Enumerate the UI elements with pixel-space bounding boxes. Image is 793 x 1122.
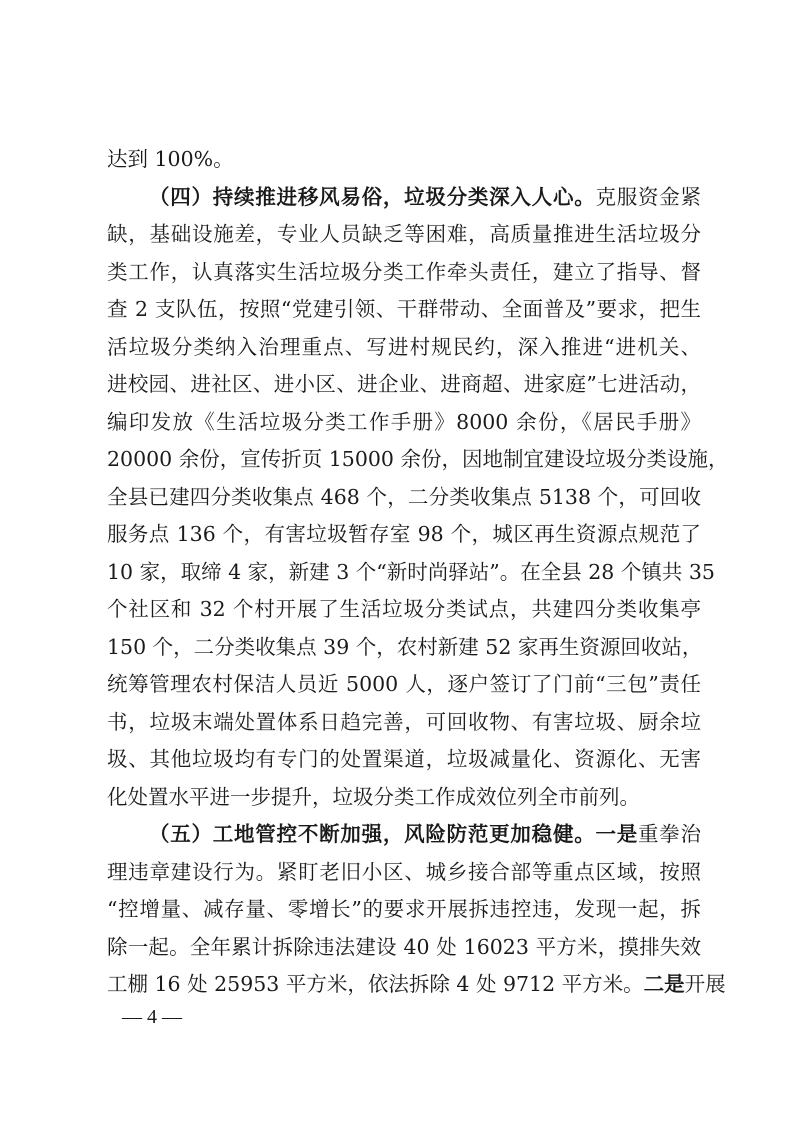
text-line: [107, 329, 701, 367]
text-line: [107, 779, 701, 817]
bold-text-segment: （五）工地管控不断加强，风险防范更加稳健。一是: [149, 822, 638, 846]
text-segment: 化处置水平进一步提升，垃圾分类工作成效位列全市前列。: [107, 784, 640, 809]
page-number: — 4 —: [122, 1006, 182, 1028]
text-segment: 类工作，认真落实生活垃圾分类工作牵头责任，建立了指导、督: [107, 259, 701, 284]
text-line: [107, 666, 701, 704]
text-segment: 10 家，取缔 4 家，新建 3 个“新时尚驿站”。在全县 28 个镇共 35: [107, 559, 715, 584]
text-line: [107, 366, 701, 404]
text-segment: 书，垃圾末端处置体系日趋完善，可回收物、有害垃圾、厨余垃: [107, 709, 701, 734]
text-line: [107, 516, 701, 554]
text-segment: 服务点 136 个，有害垃圾暂存室 98 个，城区再生资源点规范了: [107, 522, 701, 546]
text-line: [107, 891, 701, 929]
text-segment: “控增量、减存量、零增长”的要求开展拆违控违，发现一起，拆: [107, 897, 701, 921]
text-line: [107, 854, 701, 892]
text-line: [107, 141, 701, 179]
text-segment: 除一起。全年累计拆除违法建设 40 处 16023 平方米，摸排失效: [107, 934, 701, 959]
text-segment: 20000 余份，宣传折页 15000 余份，因地制宜建设垃圾分类设施，: [107, 447, 729, 471]
document-body: [107, 141, 729, 1004]
text-segment: 查 2 支队伍，按照“党建引领、干群带动、全面普及”要求，把生: [107, 297, 701, 321]
text-line: [107, 554, 715, 592]
text-segment: 活垃圾分类纳入治理重点、写进村规民约，深入推进“进机关、: [107, 334, 701, 359]
text-line: [107, 479, 701, 517]
text-segment: 统筹管理农村保洁人员近 5000 人，逐户签订了门前“三包”责任: [107, 672, 701, 696]
text-segment: 圾、其他垃圾均有专门的处置渠道，垃圾减量化、资源化、无害: [107, 747, 701, 771]
text-segment: 克服资金紧: [595, 184, 702, 209]
text-segment: 理违章建设行为。紧盯老旧小区、城乡接合部等重点区域，按照: [107, 859, 701, 884]
text-segment: 重拳治: [637, 822, 702, 846]
text-segment: 全县已建四分类收集点 468 个，二分类收集点 5138 个，可回收: [107, 484, 701, 509]
bold-text-segment: （四）持续推进移风易俗，垃圾分类深入人心。: [149, 184, 596, 209]
text-line: [107, 591, 701, 629]
text-line: [107, 291, 701, 329]
text-line: [107, 441, 729, 479]
text-segment: 编印发放《生活垃圾分类工作手册》8000 余份，《居民手册》: [107, 409, 701, 434]
text-segment: 开展: [684, 972, 726, 996]
text-segment: 工棚 16 处 25953 平方米，依法拆除 4 处 9712 平方米。: [107, 972, 644, 996]
text-line: [107, 179, 701, 217]
text-segment: 150 个，二分类收集点 39 个，农村新建 52 家再生资源回收站，: [107, 634, 703, 659]
text-line: [107, 629, 701, 667]
bold-text-segment: 二是: [643, 972, 685, 996]
text-segment: 个社区和 32 个村开展了生活垃圾分类试点，共建四分类收集亭: [107, 597, 701, 621]
text-line: [107, 816, 701, 854]
text-segment: 缺，基础设施差，专业人员缺乏等困难，高质量推进生活垃圾分: [107, 222, 701, 246]
text-line: [107, 216, 701, 254]
text-line: [107, 929, 701, 967]
text-line: [107, 404, 701, 442]
text-line: [107, 704, 701, 742]
text-line: [107, 741, 701, 779]
text-segment: 达到 100%。: [107, 147, 234, 171]
text-line: [107, 254, 701, 292]
text-segment: 进校园、进社区、进小区、进企业、进商超、进家庭”七进活动，: [107, 372, 701, 396]
text-line: [107, 966, 726, 1004]
